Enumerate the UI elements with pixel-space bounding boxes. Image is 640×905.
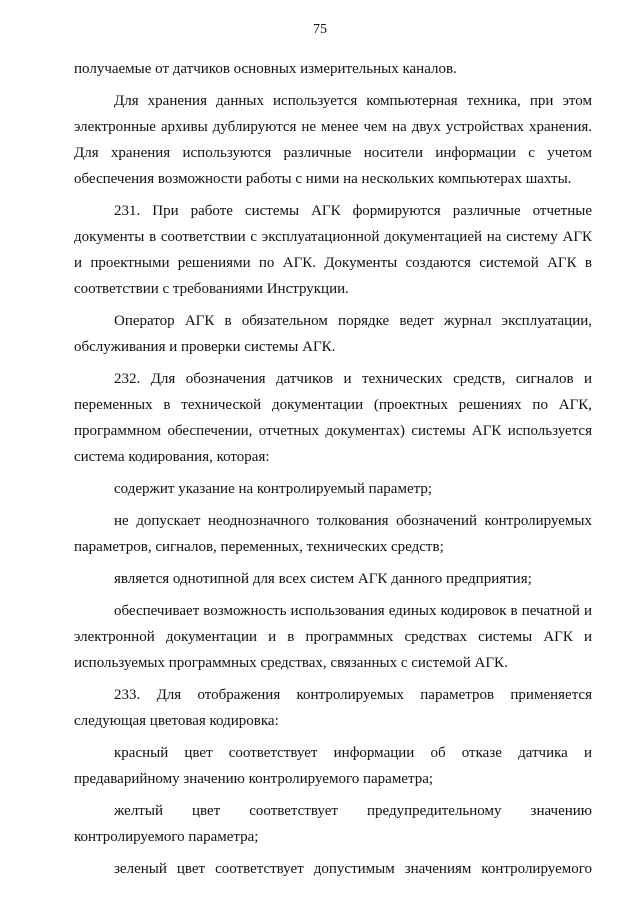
- list-item: желтый цвет соответствует предупредительному значению контролируемого параметра;: [74, 803, 592, 845]
- paragraph: 233. Для отображения контролируемых параметров применяется следующая цветовая кодировка:: [74, 687, 592, 729]
- list-item: является однотипной для всех систем АГК данного предприятия;: [114, 571, 532, 587]
- paragraph: Для хранения данных используется компьютерная техника, при этом электронные архивы дублируются не менее чем на двух устройствах хранения. Для хранения используются различные носители информации с учетом обеспечения возможности работы с ними на нескольких компьютерах шахты.: [74, 93, 592, 187]
- list-item: обеспечивает возможность использования единых кодировок в печатной и электронной документации и в программных средствах системы АГК и используемых программных средствах, связанных с системой АГК.: [74, 603, 592, 671]
- paragraph: 231. При работе системы АГК формируются различные отчетные документы в соответствии с эксплуатационной документацией на систему АГК и проектными решениями по АГК. Документы создаются системой АГК в соответствии с требованиями Инструкции.: [74, 203, 592, 297]
- list-item: красный цвет соответствует информации об отказе датчика и предаварийному значению контролируемого параметра;: [74, 745, 592, 787]
- list-item: не допускает неоднозначного толкования обозначений контролируемых параметров, сигналов, переменных, технических средств;: [74, 513, 592, 555]
- list-item: зеленый цвет соответствует допустимым значениям контролируемого: [114, 861, 592, 877]
- list-item: содержит указание на контролируемый параметр;: [114, 481, 433, 497]
- document-body: [74, 56, 592, 888]
- paragraph: 232. Для обозначения датчиков и технических средств, сигналов и переменных в технической документации (проектных решениях по АГК, программном обеспечении, отчетных документах) системы АГК используется система кодирования, которая:: [74, 371, 592, 465]
- page-number: 75: [313, 22, 327, 37]
- paragraph: Оператор АГК в обязательном порядке ведет журнал эксплуатации, обслуживания и проверки системы АГК.: [74, 313, 592, 355]
- paragraph: получаемые от датчиков основных измерительных каналов.: [74, 61, 457, 77]
